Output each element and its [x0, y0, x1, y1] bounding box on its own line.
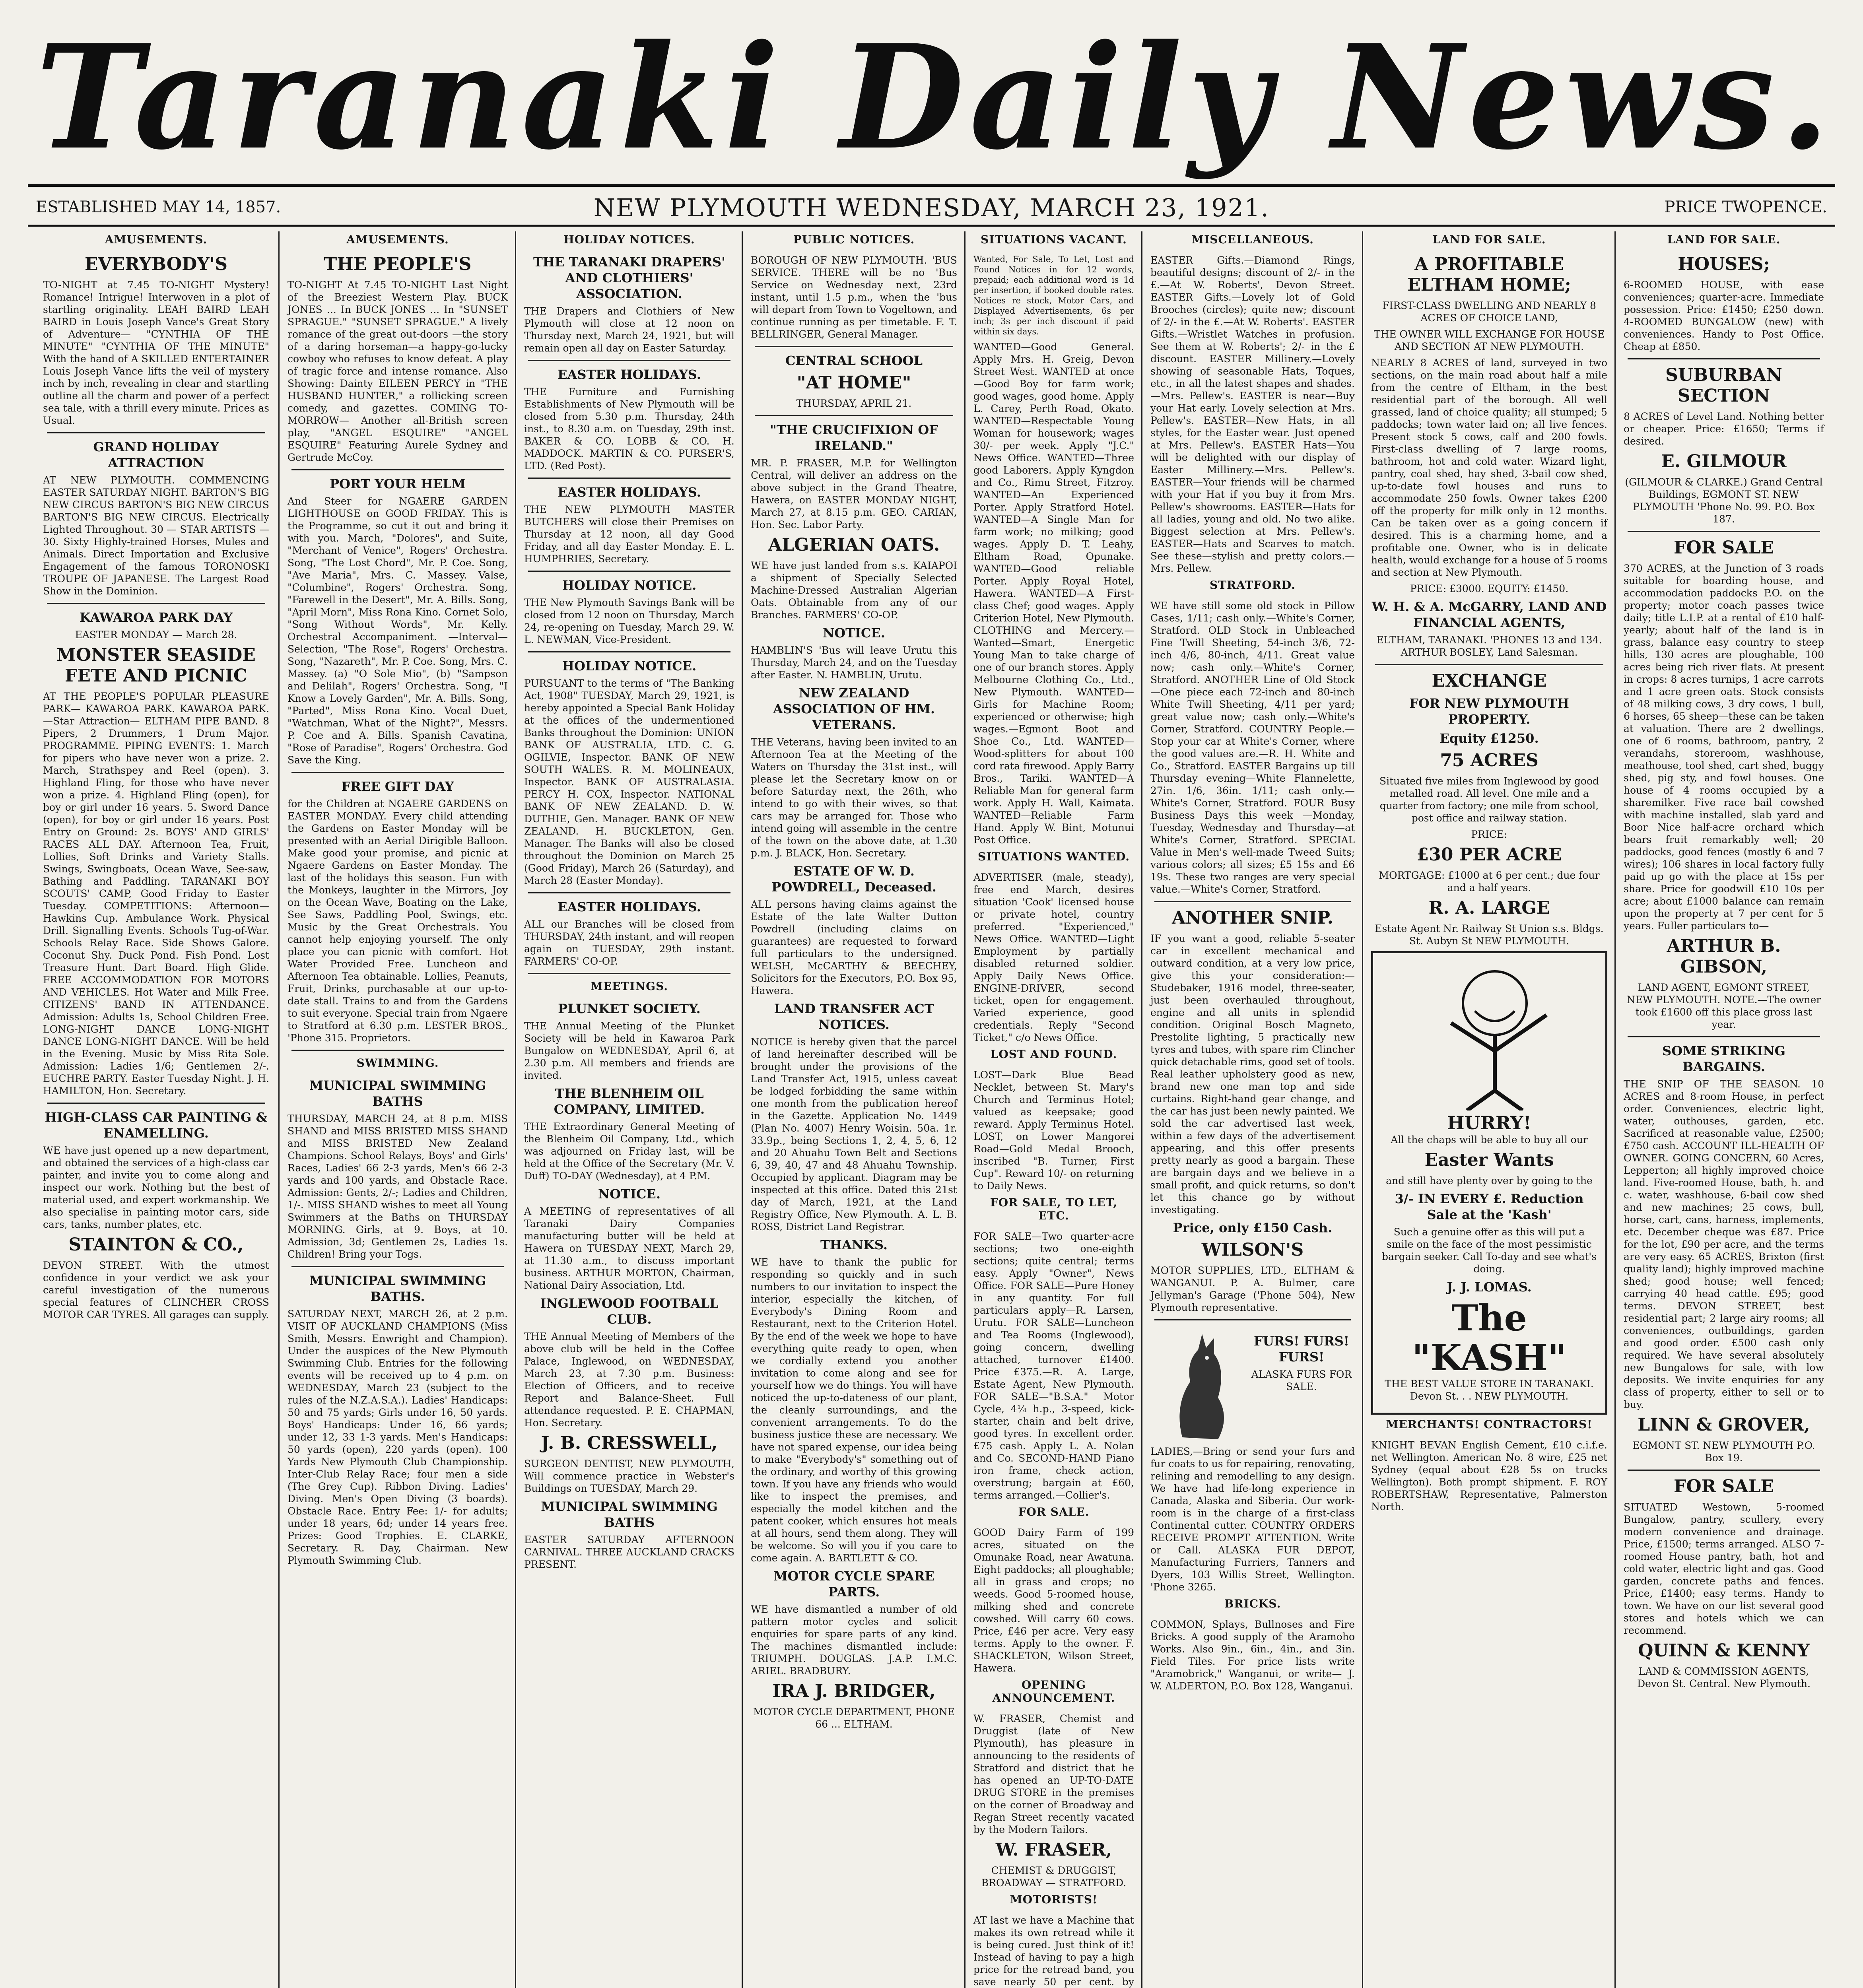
masthead	[36, 12, 1836, 183]
ad-subtitle: ALASKA FURS FOR SALE.	[1251, 1369, 1352, 1392]
ad-title: WILSON'S	[1201, 1240, 1304, 1260]
section-heading: MERCHANTS! CONTRACTORS!	[1386, 1418, 1593, 1431]
ad-body: ELTHAM, TARANAKI. 'PHONES 13 and 134. ARTHUR BOSLEY, Land Salesman.	[1376, 634, 1602, 658]
notice-body: EASTER SATURDAY AFTERNOON CARNIVAL. THREE AUCKLAND CRACKS PRESENT.	[524, 1534, 734, 1570]
notice-title: INGLEWOOD FOOTBALL CLUB.	[540, 1296, 719, 1327]
classified-body: AT last we have a Machine that makes its own retread while it is being cured. Just think of it! Instead of having to pay a high price for the retread band, you save nearly 50 per cent. by	[973, 1914, 1134, 1988]
notice-body: HAMBLIN'S 'Bus will leave Urutu this Thursday, March 24, and on the Tuesday after Easter. N. HAMBLIN, Urutu.	[751, 645, 957, 681]
ad-body: TO-NIGHT at 7.45 TO-NIGHT Mystery! Romance! Intrigue! Interwoven in a plot of startling originality. LEAH BAIRD LEAH BAIRD in Louis Joseph Vance's Great Story of Adventure— "CYNTHIA OF THE MINUTE" "CYNTHIA OF THE MINUTE" With the hand of A SKILLED ENTERTAINER Louis Joseph Vance lifts the veil of mystery inch by inch, revealing in clear and startling outline all the charm and power of a perfect sea tale, with a thrill every minute. Prices as Usual.	[43, 279, 269, 426]
section-heading: AMUSEMENTS.	[346, 233, 449, 246]
ad-body: IF you want a good, reliable 5-seater car in excellent mechanical and outward condition, at a very low price, give this your consideration:— Studebaker, 1916 model, three-seater, just been overhauled throughout, engine and all units in splendid condition. Original Bosch Magneto, Prestolite lighting, 5 practically new tyres and tubes, with spare rim Clincher quick detachable rims, good set of tools. Real leather upholstery good as new, brand new one man top and side curtains. Right-hand gear change, and the car has just been newly painted. We sold the car advertised last week, within a few days of the advertisement appearing, and this offer presents pretty nearly as good a bargain. These are bargain days and we believe in a small profit, and quick returns, so don't let this chance go by without investigating.	[1150, 933, 1355, 1215]
column-miscellaneous	[1143, 231, 1362, 1988]
column-holiday-notices	[517, 231, 742, 1988]
separator	[755, 415, 953, 416]
notice-body: ALL persons having claims against the Estate of the late Walter Dutton Powdrell (including claims on guarantees) are requested to forward full particulars to the undersigned. WELSH, McCARTHY & BEECHEY, Solicitors for the Executors, P.O. Box 95, Hawera.	[751, 899, 957, 996]
ad-body: LAND & COMMISSION AGENTS, Devon St. Central. New Plymouth.	[1637, 1666, 1811, 1689]
column-public-notices	[744, 231, 964, 1988]
classified-body: CHEMIST & DRUGGIST, BROADWAY — STRATFORD.	[981, 1865, 1127, 1889]
ad-title: W. FRASER,	[995, 1840, 1112, 1860]
ad-body: THURSDAY, MARCH 24, at 8 p.m. MISS SHAND and MISS BRISTED MISS SHAND and MISS BRISTED New Zealand Champions. School Relays, Boys' and Girls' Races, Ladies' 66 2-3 yards, Men's 66 2-3 yards and 100 yards, and Obstacle Race. Admission: Gents, 2/-; Ladies and Children, 1/-. MISS SHAND wishes to meet all Young Swimmers at the Baths on THURSDAY MORNING. Girls, at 9. Boys, at 10. Admission, 3d; Gentlemen 2s, Ladies 1s. Children! Bring your Togs.	[288, 1113, 508, 1260]
notice-title: IRA J. BRIDGER,	[772, 1681, 936, 1701]
notice-body: THE New Plymouth Savings Bank will be closed from 12 noon on Thursday, March 24, re-opening on Tuesday, March 29. W. L. NEWMAN, Vice-President.	[524, 597, 734, 645]
furs-ad	[1150, 1326, 1355, 1445]
price-text: PRICE TWOPENCE.	[1664, 198, 1827, 216]
date-location: NEW PLYMOUTH WEDNESDAY, MARCH 23, 1921.	[593, 193, 1270, 222]
ad-title: FOR SALE	[1674, 538, 1774, 558]
ad-title: A PROFITABLE ELTHAM HOME;	[1407, 254, 1571, 295]
furs-text	[1246, 1330, 1357, 1397]
ad-title: FOR SALE	[1674, 1476, 1774, 1497]
ad-subtitle: THE OWNER WILL EXCHANGE FOR HOUSE AND SECTION AT NEW PLYMOUTH.	[1373, 328, 1605, 352]
column-amusements-1	[36, 231, 276, 1988]
section-heading: SITUATIONS WANTED.	[978, 850, 1130, 863]
ad-body: EASTER MONDAY — March 28.	[75, 629, 237, 641]
hurry-headline: HURRY!	[1447, 1112, 1531, 1134]
reduction-text: 3/- IN EVERY £. Reduction Sale at the 'Kash'	[1395, 1191, 1584, 1222]
ad-body: WE have just opened up a new department, and obtained the services of a high-class car painter, and invite you to come along and inspect our work. Nothing but the best of material used, and expert workmanship. We also specialise in painting motor cars, side cars, tanks, number plates, etc.	[43, 1145, 269, 1230]
classified-body: ADVERTISER (male, steady), free end March, desires situation 'Cook' licensed house or private hotel, country preferred. "Experienced," News Office. WANTED—Light Employment by partially disabled returned soldier. Apply Daily News Office. ENGINE-DRIVER, second ticket, open for engagement. Varied experience, good credentials. Reply "Second Ticket," c/o News Office.	[973, 872, 1134, 1043]
separator	[528, 651, 730, 652]
notice-body: THE Annual Meeting of the Plunket Society will be held in Kawaroa Park Bungalow on WEDNESDAY, April 6, at 2.30 p.m. All members and friends are invited.	[524, 1020, 734, 1081]
notice-body: THE Annual Meeting of Members of the above club will be held in the Coffee Palace, Inglewood, on WEDNESDAY, March 23, at 7.30 p.m. Business: Election of Officers, and to receive Report and Balance-Sheet. Full attendance requested. P. E. CHAPMAN, Hon. Secretary.	[524, 1331, 734, 1429]
established-text: ESTABLISHED MAY 14, 1857.	[36, 198, 281, 216]
notice-body: WE have dismantled a number of old pattern motor cycles and solicit enquiries for spare parts of any kind. The machines dismantled include: TRIUMPH. DOUGLAS. J.A.P. I.M.C. ARIEL. BRADBURY.	[751, 1604, 957, 1677]
classified-body: GOOD Dairy Farm of 199 acres, situated on the Omunake Road, near Awatuna. Eight paddocks; all ploughable; all in grass and crops; no weeds. Good 5-roomed house, milking shed and concrete cowshed. Will carry 60 cows. Price, £46 per acre. Very easy terms. Apply to the owner. F. SHACKLETON, Wilson Street, Hawera.	[973, 1527, 1134, 1674]
ad-body: TO-NIGHT At 7.45 TO-NIGHT Last Night of the Breeziest Western Play. BUCK JONES ... In BUCK JONES ... In "SUNSET SPRAGUE." "SUNSET SPRAGUE." A lively romance of the great out-doors —the story of a daring horseman—a happy-go-lucky cowboy who refuses to know defeat. A play of tragic force and intense romance. Also Showing: Dainty EILEEN PERCY in "THE HUSBAND HUNTER," a rollicking screen comedy, and gazettes. COMING TO-MORROW— Another all-British screen play, "ANGEL ESQUIRE" "ANGEL ESQUIRE" Featuring Aurele Sydney and Gertrude McCoy.	[288, 279, 508, 463]
section-heading: SITUATIONS VACANT.	[981, 233, 1127, 246]
notice-title: THE BLENHEIM OIL COMPANY, LIMITED.	[554, 1086, 705, 1117]
classified-body: WE have still some old stock in Pillow Cases, 1/11; cash only.—White's Corner, Stratford. OLD Stock in Unbleached Fine Twill Sheeting, 54-inch 3/6, 72-inch 4/6, 80-inch, 4/11. Great value now; cash only.—White's Corner, Stratford. ANOTHER Line of Old Stock—One piece each 72-inch and 80-inch White Twill Sheeting, 4/11 per yard; great value now; cash only.—White's Corner, Stratford. COUNTRY People.—Stop your car at White's Corner, where the good values are.—R. H. White and Co., Stratford. EASTER Bargains up till Thursday evening—White Flannelette, 27in. 1/6, 36in. 1/11; cash only.—White's Corner, Stratford. FOUR Busy Business Days this week —Monday, Tuesday, Wednesday and Thursday—at White's Corner, Stratford. SPECIAL Value in Men's well-made Tweed Suits; various colors; all sizes; £5 15s and £6 19s. These two ranges are very special value.—White's Corner, Stratford.	[1150, 600, 1355, 895]
separator	[291, 1266, 504, 1267]
section-heading: LAND FOR SALE.	[1667, 233, 1781, 246]
ad-title: LINN & GROVER,	[1638, 1415, 1810, 1435]
separator	[528, 478, 730, 479]
notice-title: PLUNKET SOCIETY.	[558, 1001, 701, 1016]
ad-title: Easter Wants	[1424, 1150, 1554, 1170]
classified-body: EASTER Gifts.—Diamond Rings, beautiful designs; discount of 2/- in the £.—At W. Roberts', Devon Street. EASTER Gifts.—Lovely lot of Gold Brooches (circles); quite new; discount of 2/- in the £.—At W. Roberts'. EASTER Gifts.—Wristlet Watches in profusion. See them at W. Roberts'; 2/- in the £ discount. EASTER Millinery.—Lovely showing of seasonable Hats, Toques, etc., in all the latest shapes and shades.—Mrs. Pellew's. EASTER is near—Buy your Hat early. Lovely selection at Mrs. Pellew's. EASTER—New Hats, in all styles, for the Easter wear. Just opened at Mrs. Pellew's. EASTER Hats—You will be delighted with our display of Easter Millinery.—Mrs. Pellew's. EASTER—Your friends will be charmed with your Hat if you buy it from Mrs. Pellew's showrooms. EASTER—Hats for all ladies, young and old. No two alike. Biggest selection at Mrs. Pellew's. EASTER—Hats and Scarves to match. See these—stylish and pretty colors.—Mrs. Pellew.	[1150, 254, 1355, 574]
notice-body: THE Furniture and Furnishing Establishments of New Plymouth will be closed from 5.30 p.m. Thursday, 24th inst., to 8.30 a.m. on Tuesday, 29th inst. BAKER & CO. LOBB & CO. H. MADDOCK. MARTIN & CO. PURSER'S, LTD. (Red Post).	[524, 386, 734, 472]
ad-body: for the Children at NGAERE GARDENS on EASTER MONDAY. Every child attending the Gardens on Easter Monday will be presented with an Aerial Dirigible Balloon. Make good your promise, and picnic at Ngaere Gardens on Easter Monday. The last of the holidays this season. Fun with the Monkeys, laughter in the Mirrors, Joy on the Ocean Wave, Boating on the Lake, See Saws, Paddling Pool, Swings, etc. Music by the Great Orchestrals. You cannot help enjoying yourself. The only place you can picnic with comfort. Hot Water Provided Free. Luncheon and Afternoon Tea obtainable. Lollies, Peanuts, Fruit, Drinks, purchasable at our up-to-date stall. Trains to and from the Gardens to suit everyone. Special train from Ngaere to Stratford at 6.30 p.m. LESTER BROS., 'Phone 315. Proprietors.	[288, 798, 508, 1044]
ad-body: (GILMOUR & CLARKE.) Grand Central Buildings, EGMONT ST. NEW PLYMOUTH 'Phone No. 99. P.O. Box 187.	[1625, 476, 1823, 525]
notice-title: NOTICE.	[823, 625, 885, 641]
ad-title: SOME STRIKING BARGAINS.	[1662, 1043, 1785, 1074]
store-name: The "KASH"	[1412, 1297, 1567, 1379]
ad-title: HOUSES;	[1678, 254, 1770, 274]
notice-title: J. B. CRESSWELL,	[541, 1433, 718, 1453]
notice-title: ALGERIAN OATS.	[768, 535, 940, 555]
notice-body: MR. P. FRASER, M.P. for Wellington Central, will deliver an address on the above subject in the Grand Theatre, Hawera, on EASTER MONDAY NIGHT, March 27, at 8.15 p.m. GEO. CARIAN, Hon. Sec. Labor Party.	[751, 457, 957, 530]
notice-title: "AT HOME"	[796, 373, 911, 393]
masthead-rule	[28, 184, 1835, 187]
classified-body: WANTED—Good General. Apply Mrs. H. Greig, Devon Street West. WANTED at once—Good Boy for farm work; good wages, good home. Apply L. Carey, Perth Road, Okato. WANTED—Respectable Young Woman for housework; wages 30/- per week. Apply "J.C." News Office. WANTED—Three good Laborers. Apply Kyngdon and Co., Rimu Street, Fitzroy. WANTED—An Experienced Porter. Apply Stratford Hotel. WANTED—A Single Man for farm work; no milking; good wages. Apply D. T. Leahy, Eltham Road, Opunake. WANTED—Good reliable Porter. Apply Royal Hotel, Hawera. WANTED—A First-class Chef; good wages. Apply Criterion Hotel, New Plymouth. CLOTHING and Mercery.—Wanted—Smart, Energetic Young Man to take charge of one of our branch stores. Apply Melbourne Clothing Co., Ltd., New Plymouth. WANTED—Girls for Machine Room; experienced or otherwise; high wages.—Egmont Boot and Shoe Co., Ltd. WANTED—Wood-splitters for about 100 cord rata firewood. Apply Barry Bros., Tariki. WANTED—A Reliable Man for general farm work. Apply H. Wall, Kaimata. WANTED—Reliable Farm Hand. Apply W. Bint, Motunui Post Office.	[973, 341, 1134, 846]
section-heading: PUBLIC NOTICES.	[793, 233, 915, 246]
notice-title: ESTATE OF W. D. POWDRELL, Deceased.	[771, 864, 936, 895]
classified-body: LOST—Dark Blue Bead Necklet, between St. Mary's Church and Terminus Hotel; valued as keepsake; good reward. Apply Terminus Hotel. LOST, on Lower Mangorei Road—Gold Medal Brooch, inscribed "B. Turner, First Cup". Reward 10/- on returning to Daily News.	[973, 1069, 1134, 1192]
ad-body: NEARLY 8 ACRES of land, surveyed in two sections, on the main road about half a mile from the centre of Eltham, in the best residential part of the borough. All well grassed, land of choice quality; all stumped; 5 paddocks; town water laid on; all live fences. Present stock 5 cows, calf and 200 fowls. First-class dwelling of 7 large rooms, bathroom, hot and cold water. Wizard light, pantry, coal shed, hay shed, 3-bail cow shed, up-to-date fowl houses and runs to accommodate 250 fowls. Owner takes £200 off the property for milk only in 12 months. Can be taken over as a going concern if desired. This is a charming home, and a profitable one. Owner, who is in delicate health, would exchange for a house of 5 rooms and section at New Plymouth.	[1371, 357, 1607, 578]
ad-body: LAND AGENT, EGMONT STREET, NEW PLYMOUTH. NOTE.—The owner took £1600 off this place gross last year.	[1626, 982, 1821, 1030]
ad-title: KAWAROA PARK DAY	[80, 610, 233, 625]
separator	[47, 603, 265, 604]
ad-body: And Steer for NGAERE GARDEN LIGHTHOUSE on GOOD FRIDAY. This is the Programme, so cut it out and bring it with you. March, "Dolores", and Suite, "Merchant of Venice", Rogers' Orchestra. Song, "The Lost Chord", Mr. P. Coe. Song, "Ave Maria", Mrs. C. Massey. Valse, "Columbine", Rogers' Orchestra. Song, "Farewell in the Desert", Mr. A. Bills. Song, "April Morn", Miss Rona Kino. Cornet Solo, "Song Without Words", Mr. Kelly. Orchestral Accompaniment. —Interval— Selection, "The Rose", Rogers' Orchestra. Song, "Nazareth", Mr. P. Coe. Song, Mrs. C. Massey. (a) "O Sole Mio", (b) "Sampson and Delilah", Rogers' Orchestra. Song, "I Know a Lovely Garden", Mr. A. Bills. Song, "Parted", Miss Rona Kino. Vocal Duet, "Watchman, What of the Night?", Messrs. P. Coe and A. Bills. Spanish Cavatina, "Rose of Paradise", Rogers' Orchestra. God Save the King.	[288, 495, 508, 766]
notice-body: PURSUANT to the terms of "The Banking Act, 1908" TUESDAY, March 29, 1921, is hereby appointed a Special Bank Holiday at the offices of the undermentioned Banks throughout the Dominion: UNION BANK OF AUSTRALIA, LTD. C. G. OGILVIE, Inspector. BANK OF NEW SOUTH WALES. R. M. MOLINEAUX, Inspector. BANK OF AUSTRALASIA. PERCY H. COX, Inspector. NATIONAL BANK OF NEW ZEALAND. D. W. DUTHIE, Gen. Manager. BANK OF NEW ZEALAND. H. BUCKLETON, Gen. Manager. The Banks will also be closed throughout the Dominion on March 25 (Good Friday), March 26 (Saturday), and March 28 (Easter Monday).	[524, 678, 734, 886]
ad-body: SATURDAY NEXT, MARCH 26, at 2 p.m. VISIT OF AUCKLAND CHAMPIONS (Miss Smith, Messrs. Enwright and Champion). Under the auspices of the New Plymouth Swimming Club. Entries for the following events will be received up to 4 p.m. on WEDNESDAY, March 23 (subject to the rules of the N.Z.A.S.A.). Ladies' Handicaps: 50 and 75 yards; Girls under 16, 50 yards. Boys' Handicaps: Under 16, 66 yards; under 12, 33 1-3 yards. Men's Handicaps: 50 yards (open), 220 yards (open). 100 Yards New Plymouth Club Championship. Inter-Club Relay Race; four men a side (The Grey Cup). Ribbon Diving. Ladies' Diving. Men's Open Diving (3 boards). Obstacle Race. Entry Fee: 1/- for adults; under 18 years, 6d; under 14 years free. Prizes: Good Trophies. E. CLARKE, Secretary. R. Day, Chairman. New Plymouth Swimming Club.	[288, 1308, 508, 1566]
ad-title: R. A. LARGE	[1428, 898, 1550, 918]
ad-body: SITUATED Westown, 5-roomed Bungalow, pantry, scullery, every modern convenience and drainage. Price, £1500; terms arranged. ALSO 7-roomed House pantry, bath, hot and cold water, electric light and gas. Good garden, concrete paths and fences. Price, £1400; easy terms. Handy to town. We have on our list several good stores and hotels which we can recommend.	[1624, 1501, 1824, 1636]
cartoon-man-icon	[1379, 959, 1610, 1110]
ad-body: EGMONT ST. NEW PLYMOUTH P.O. Box 19.	[1632, 1440, 1815, 1464]
notice-body: NOTICE is hereby given that the parcel of land hereinafter described will be brought under the provisions of the Land Transfer Act, 1915, unless caveat be lodged forbidding the same within one month from the publication hereof in the Gazette. Application No. 1449 (Plan No. 4007) Henry Woisin. 50a. 1r. 33.9p., being Sections 1, 2, 4, 5, 6, 12 and 20 Ahuahu Town Belt and Sections 6, 39, 40, 47 and 48 Ahuahu Township. Occupied by applicant. Diagram may be inspected at this office. Dated this 21st day of March, 1921, at the Land Registry Office, New Plymouth. A. L. B. ROSS, District Land Registrar.	[751, 1036, 957, 1233]
ad-body: COMMON, Splays, Bullnoses and Fire Bricks. A good supply of the Aramoho Works. Also 9in., 6in., 4in., and 3in. Field Tiles. For price lists write "Aramobrick," Wanganui, or write— J. W. ALDERTON, P.O. Box 128, Wanganui.	[1150, 1619, 1355, 1692]
ad-body: KNIGHT BEVAN English Cement, £10 c.i.f.e. net Wellington. American No. 8 wire, £25 net Sydney (equal about £28 5s on trucks Wellington). Both prompt shipment. F. ROY ROBERTSHAW, Representative, Palmerston North.	[1371, 1439, 1607, 1512]
notice-body: A MEETING of representatives of all Taranaki Dairy Companies manufacturing butter will be held at Hawera on TUESDAY NEXT, March 29, at 11.30 a.m., to discuss important business. ARTHUR MORTON, Chairman, National Dairy Association, Ltd.	[524, 1206, 734, 1291]
ad-body: Estate Agent Nr. Railway St Union s.s. Bldgs. St. Aubyn St NEW PLYMOUTH.	[1375, 923, 1604, 947]
ad-title: FREE GIFT DAY	[341, 779, 454, 794]
dateline-rule	[28, 225, 1835, 227]
notice-body: THE Extraordinary General Meeting of the Blenheim Oil Company, Ltd., which was adjourned on Friday last, will be held at the Office of the Secretary (Mr. V. Duff) TO-DAY (Wednesday), at 4 P.M.	[524, 1121, 734, 1182]
ad-title: EVERYBODY'S	[85, 254, 227, 274]
notice-title: EASTER HOLIDAYS.	[558, 485, 701, 500]
notice-title: EASTER HOLIDAYS.	[558, 899, 701, 914]
separator	[47, 1103, 265, 1104]
notice-title: CENTRAL SCHOOL	[785, 353, 923, 368]
section-heading: MOTORISTS!	[1010, 1893, 1098, 1906]
ad-body: 6-ROOMED HOUSE, with ease conveniences; quarter-acre. Immediate possession. Price: £1450; £250 down. 4-ROOMED BUNGALOW (new) with conveniences. Handy to Post Office. Cheap at £850.	[1624, 279, 1824, 352]
column-rule	[515, 231, 516, 1988]
ad-body: and still have plenty over by going to the	[1386, 1175, 1593, 1186]
ad-price: Price, only £150 Cash.	[1173, 1220, 1333, 1235]
section-heading: OPENING ANNOUNCEMENT.	[992, 1678, 1115, 1705]
ad-title: HIGH-CLASS CAR PAINTING & ENAMELLING.	[45, 1110, 268, 1141]
ad-title: E. GILMOUR	[1661, 451, 1787, 472]
ad-body: AT THE PEOPLE'S POPULAR PLEASURE PARK— KAWAROA PARK. KAWAROA PARK. —Star Attraction— ELTHAM PIPE BAND. 8 Pipers, 2 Drummers, 1 Drum Major. PROGRAMME. PIPING EVENTS: 1. March for pipers who have never won a prize. 2. March, Strathspey and Reel (open). 3. Highland Fling, for those who have never won a prize. 4. Highland Fling (open), for boy or girl under 16 years. 5. Sword Dance (open), for boy or girl under 16 years. Post Entry on Ground: 2s. BOYS' AND GIRLS' RACES ALL DAY. Afternoon Tea, Fruit, Lollies, Soft Drinks and Variety Stalls. Swings, Swingboats, Ocean Wave, See-saw, Bathing and Paddling. TARANAKI BOY SCOUTS' CAMP, Good Friday to Easter Tuesday. COMPETITIONS: Afternoon— Hawkins Cup. Ambulance Work. Physical Drill. Signalling Events. Schools Tug-of-War. Schools Relay Race. Side Shows Galore. Coconut Shy. Duck Pond. Fish Pond. Lost Treasure Hunt. Dart Board. High Glide. FREE ACCOMMODATION FOR MOTORS AND VEHICLES. Hot Water and Milk Free. CITIZENS' BAND IN ATTENDANCE. Admission: Adults 1s, School Children Free. LONG-NIGHT DANCE LONG-NIGHT DANCE LONG-NIGHT DANCE. Will be held in the Evening. Music by Miss Rita Sole. Admission: Ladies 1/6; Gentlemen 2/-. EUCHRE PARTY. Easter Tuesday Night. J. H. HAMILTON, Hon. Secretary.	[43, 691, 269, 1097]
merchant-name: J. J. LOMAS.	[1447, 1279, 1532, 1295]
separator	[755, 346, 953, 347]
ad-body: LADIES,—Bring or send your furs and fur coats to us for repairing, renovating, relining and remodelling to any design. We have had life-long experience in Canada, Alaska and Siberia. Our work-room is in the charge of a first-class Continental cutter. COUNTRY ORDERS RECEIVE PROMPT ATTENTION. Write or Call. ALASKA FUR DEPOT, Manufacturing Furriers, Tanners and Dyers, 103 Willis Street, Wellington. 'Phone 3265.	[1150, 1446, 1355, 1593]
notice-body: WE have just landed from s.s. KAIAPOI a shipment of Specially Selected Machine-Dressed Australian Algerian Oats. Obtainable from any of our Branches. FARMERS' CO-OP.	[751, 560, 957, 621]
column-situations	[966, 231, 1141, 1988]
notice-title: HOLIDAY NOTICE.	[562, 658, 697, 674]
ad-body: THE BEST VALUE STORE IN TARANAKI. Devon St. . . NEW PLYMOUTH.	[1385, 1378, 1594, 1402]
separator	[528, 892, 730, 893]
separator	[1154, 901, 1351, 902]
notice-title: HOLIDAY NOTICE.	[562, 578, 697, 593]
ad-body: All the chaps will be able to buy all our	[1391, 1134, 1588, 1145]
notice-title: NEW ZEALAND ASSOCIATION OF HM. VETERANS.	[773, 685, 935, 732]
notice-body: ALL our Branches will be closed from THURSDAY, 24th instant, and will reopen again on TUESDAY, 29th instant. FARMERS' CO-OP.	[524, 918, 734, 967]
ad-body: AT NEW PLYMOUTH. COMMENCING EASTER SATURDAY NIGHT. BARTON'S BIG NEW CIRCUS BARTON'S BIG NEW CIRCUS BARTON'S BIG NEW CIRCUS. Electrically Lighted Throughout. 30 — STAR ARTISTS — 30. Sixty Highly-trained Horses, Mules and Animals. Direct Importation and Exclusive Engagement of the famous TORONOSKI TROUPE OF JAPANESE. The Largest Road Show in the Dominion.	[43, 474, 269, 597]
column-rule	[278, 231, 280, 1988]
ad-title: 75 ACRES	[1440, 750, 1539, 771]
newspaper-title: Taranaki Daily News.	[36, 13, 1836, 181]
separator	[1628, 1470, 1820, 1471]
section-heading: LOST AND FOUND.	[990, 1048, 1117, 1061]
notice-body: WE have to thank the public for responding so quickly and in such numbers to our invitation to inspect the interior, especially the kitchen, of Everybody's Dining Room and Restaurant, next to the Criterion Hotel. By the end of the week we hope to have everything quite ready to open, when we cordially extend you another invitation to come along and see for yourself how we do things. You will have noticed the up-to-dateness of our plant, the cleanly surroundings, and the convenient arrangements. To do the business justice these are necessary. We have not spared expense, our idea being to make "Everybody's" something out of the ordinary, and worthy of this growing town. If you have any friends who would like to inspect the premises, and especially the model kitchen and the patent cooker, which ensures hot meals at all hours, send them along. They will be welcome. So will you if you care to come again. A. BARTLETT & CO.	[751, 1256, 957, 1564]
ad-body: Situated five miles from Inglewood by good metalled road. All level. One mile and a quarter from factory; one mile from school, post office and railway station.	[1379, 775, 1599, 824]
kash-ad	[1371, 951, 1607, 1415]
ad-equity: Equity £1250.	[1440, 731, 1539, 746]
notice-title: EASTER HOLIDAYS.	[558, 367, 701, 382]
ad-title: QUINN & KENNY	[1638, 1640, 1810, 1661]
ad-subtitle: FIRST-CLASS DWELLING AND NEARLY 8 ACRES OF CHOICE LAND,	[1382, 300, 1596, 324]
separator	[291, 1050, 504, 1051]
ad-title: MUNICIPAL SWIMMING BATHS	[309, 1078, 486, 1109]
section-heading: MEETINGS.	[590, 980, 668, 993]
notice-body: SURGEON DENTIST, NEW PLYMOUTH, Will commence practice in Webster's Buildings on TUESDAY, March 29.	[524, 1458, 734, 1494]
ad-title: GRAND HOLIDAY ATTRACTION	[93, 439, 219, 470]
ad-title: MONSTER SEASIDE FETE AND PICNIC	[56, 645, 256, 686]
price-label: PRICE:	[1471, 829, 1507, 840]
separator	[1628, 1036, 1820, 1037]
separator	[291, 772, 504, 773]
ad-price: PRICE: £3000. EQUITY: £1450.	[1410, 583, 1569, 594]
classified-body: FOR SALE—Two quarter-acre sections; two one-eighth sections; quite central; terms easy. Apply "Owner", News Office. FOR SALE—Pure Honey in any quantity. For full particulars apply—R. Larsen, Urutu. FOR SALE—Luncheon and Tea Rooms (Inglewood), going concern, dwelling attached, turnover £1400. Price £375.—R. A. Large, Estate Agent, New Plymouth. FOR SALE—"B.S.A." Motor Cycle, 4¼ h.p., 3-speed, kick-starter, chain and belt drive, good tyres. In excellent order. £75 cash. Apply L. A. Nolan and Co. SECOND-HAND Piano iron frame, check action, overstrung; bargain at £60, terms arranged.—Collier's.	[973, 1231, 1134, 1501]
column-amusements-2	[280, 231, 515, 1988]
ad-body: 8 ACRES of Level Land. Nothing better or cheaper. Price: £1650; Terms if desired.	[1624, 411, 1824, 447]
notice-title: LAND TRANSFER ACT NOTICES.	[774, 1001, 934, 1032]
separator	[47, 432, 265, 433]
separator	[528, 571, 730, 572]
ad-title: ARTHUR B. GIBSON,	[1667, 936, 1781, 977]
notice-body: BOROUGH OF NEW PLYMOUTH. 'BUS SERVICE. THERE will be no 'Bus Service on Wednesday next, 23rd instant, until 1.5 p.m., when the 'bus will depart from Town to Vogeltown, and continue running as per timetable. F. T. BELLRINGER, General Manager.	[751, 254, 957, 340]
column-land-for-sale-1	[1364, 231, 1614, 1988]
ad-title: ANOTHER SNIP.	[1171, 908, 1334, 928]
ad-title: STAINTON & CO.,	[68, 1235, 244, 1255]
column-land-for-sale-2	[1616, 231, 1831, 1988]
ad-subtitle: FOR NEW PLYMOUTH PROPERTY.	[1409, 696, 1569, 727]
section-heading: FOR SALE.	[1018, 1505, 1090, 1518]
separator	[1375, 664, 1603, 665]
rates-notice: Wanted, For Sale, To Let, Lost and Found Notices in for 12 words, prepaid; each additional word is 1d per insertion, if booked double rates. Notices re stock, Motor Cars, and Displayed Advertisements, 6s per inch; 3s per inch discount if paid within six days.	[973, 254, 1134, 336]
separator	[1628, 358, 1820, 359]
ad-title: EXCHANGE	[1432, 671, 1547, 691]
ad-title: SUBURBAN SECTION	[1665, 365, 1782, 406]
notice-body: THE Drapers and Clothiers of New Plymouth will close at 12 noon on Thursday next, March 24, 1921, but will remain open all day on Easter Saturday.	[524, 305, 734, 354]
column-rule	[1362, 231, 1363, 1988]
section-heading: AMUSEMENTS.	[105, 233, 208, 246]
column-rule	[1141, 231, 1142, 1988]
ad-title: THE PEOPLE'S	[324, 254, 472, 274]
ad-title: W. H. & A. McGARRY, LAND AND FINANCIAL AGENTS,	[1372, 599, 1607, 630]
notice-body: THURSDAY, APRIL 21.	[796, 398, 912, 409]
section-heading: SWIMMING.	[356, 1056, 439, 1070]
separator	[1154, 1319, 1351, 1320]
notice-title: "THE CRUCIFIXION OF IRELAND."	[770, 422, 938, 453]
dateline	[36, 190, 1827, 222]
section-heading: HOLIDAY NOTICES.	[563, 233, 695, 246]
notice-title: THANKS.	[820, 1237, 888, 1252]
classified-body: W. FRASER, Chemist and Druggist (late of New Plymouth), has pleasure in announcing to the residents of Stratford and district that he has opened an UP-TO-DATE DRUG STORE in the premises on the corner of Broadway and Regan Street recently vacated by the Modern Tailors.	[973, 1713, 1134, 1835]
notice-title: THE TARANAKI DRAPERS' AND CLOTHIERS' ASSOCIATION.	[533, 254, 725, 301]
ad-body: MOTOR SUPPLIES, LTD., ELTHAM & WANGANUI. P. A. Bulmer, care Jellyman's Garage ('Phone 504), New Plymouth representative.	[1150, 1265, 1355, 1313]
separator	[291, 469, 504, 470]
ad-body: MORTGAGE: £1000 at 6 per cent.; due four and a half years.	[1379, 870, 1600, 893]
separator	[528, 973, 730, 974]
section-heading: BRICKS.	[1224, 1597, 1281, 1610]
column-rule	[1614, 231, 1616, 1988]
ad-title: FURS! FURS! FURS!	[1254, 1334, 1349, 1365]
notice-title: MOTOR CYCLE SPARE PARTS.	[773, 1569, 934, 1600]
notice-title: MUNICIPAL SWIMMING BATHS	[541, 1499, 718, 1530]
ad-title: PORT YOUR HELM	[330, 476, 466, 491]
separator	[528, 360, 730, 361]
fox-icon	[1158, 1326, 1238, 1445]
column-rule	[742, 231, 743, 1988]
notice-body: THE NEW PLYMOUTH MASTER BUTCHERS will close their Premises on Thursday at 12 noon, all day Good Friday, and all day Easter Monday. E. L. HUMPHRIES, Secretary.	[524, 504, 734, 565]
column-rule	[964, 231, 965, 1988]
notice-body: THE Veterans, having been invited to an Afternoon Tea at the Meeting of the Waters on Thursday the 31st inst., will please let the Secretary know on or before Saturday next, the 26th, who intend to go with their wives, so that cars may be arranged for. Those who intend going will assemble in the centre of the town on the above date, at 1.30 p.m. J. BLACK, Hon. Secretary.	[751, 736, 957, 859]
section-heading: FOR SALE, TO LET, ETC.	[990, 1196, 1118, 1222]
section-heading: MISCELLANEOUS.	[1191, 233, 1314, 246]
ad-title: MUNICIPAL SWIMMING BATHS.	[309, 1273, 486, 1304]
section-heading: STRATFORD.	[1210, 579, 1296, 592]
ad-body: THE SNIP OF THE SEASON. 10 ACRES and 8-room House, in perfect order. Conveniences, electric light, water, outhouses, garden, etc. Sacrificed at reasonable value, £2500; £750 cash. ACCOUNT ILL-HEALTH OF OWNER. GOING CONCERN, 60 Acres, Lepperton; all highly improved choice land. Five-roomed House, bath, h. and c. water, washhouse, 6-bail cow shed and new machines; 25 cows, bull, horse, cart, cans, harness, implements, etc. December cheque was £87. Price for the lot, £90 per acre, and the terms are very easy. 65 ACRES, Brixton (first quality land); highly improved machine shed; good house; well fenced; carrying 40 head cattle. £95; good terms. DEVON STREET, best residential part; 2 large airy rooms; all conveniences, outbuildings, garden and good order. £500 cash only required. We have several absolutely new Bungalows for sale, with low deposits. We invite enquiries for any class of property, either to sell or to buy.	[1624, 1078, 1824, 1410]
separator	[1628, 531, 1820, 532]
notice-title: NOTICE.	[598, 1186, 661, 1202]
section-heading: LAND FOR SALE.	[1432, 233, 1546, 246]
ad-body: 370 ACRES, at the Junction of 3 roads suitable for boarding house, and accommodation paddocks P.O. on the property; motor coach passes twice daily; title L.I.P. at a rental of £10 half-yearly; about half of the land is in grass, balance easy country to steep hills, 130 acres are ploughable, 100 acres being rich river flats. At present in crops: 8 acres turnips, 1 acre carrots and 1 acre green oats. Stock consists of 48 milking cows, 3 dry cows, 1 bull, 6 horses, 65 sheep—these can be taken at valuation. There are 2 dwellings, one of 6 rooms, bathroom, pantry, 2 verandahs, storeroom, washhouse, meathouse, tool shed, cart shed, buggy shed, pig sty, and fowl houses. One house of 4 rooms occupied by a sharemilker. Five race bail cowshed with machine installed, slab yard and Boor Nice half-acre orchard which bears fruit remarkably well; 20 paddocks, good fences (mostly 6 and 7 wires); 106 shares in local factory fully paid up go with the place at 15s per share. Price for goodwill £10 10s per acre; about £1000 balance can remain upon the property at 7 per cent for 5 years. Fuller particulars to—	[1624, 563, 1824, 932]
notice-body: MOTOR CYCLE DEPARTMENT, PHONE 66 ... ELTHAM.	[753, 1706, 955, 1730]
ad-body: Such a genuine offer as this will put a smile on the face of the most pessimistic bargain seeker. Call To-day and see what's doing.	[1382, 1226, 1597, 1275]
ad-body: DEVON STREET. With the utmost confidence in your verdict we ask your careful investigation of the numerous special features of CLINCHER CROSS MOTOR CAR TYRES. All garages can supply.	[43, 1260, 269, 1320]
ad-price: £30 PER ACRE	[1416, 845, 1562, 865]
